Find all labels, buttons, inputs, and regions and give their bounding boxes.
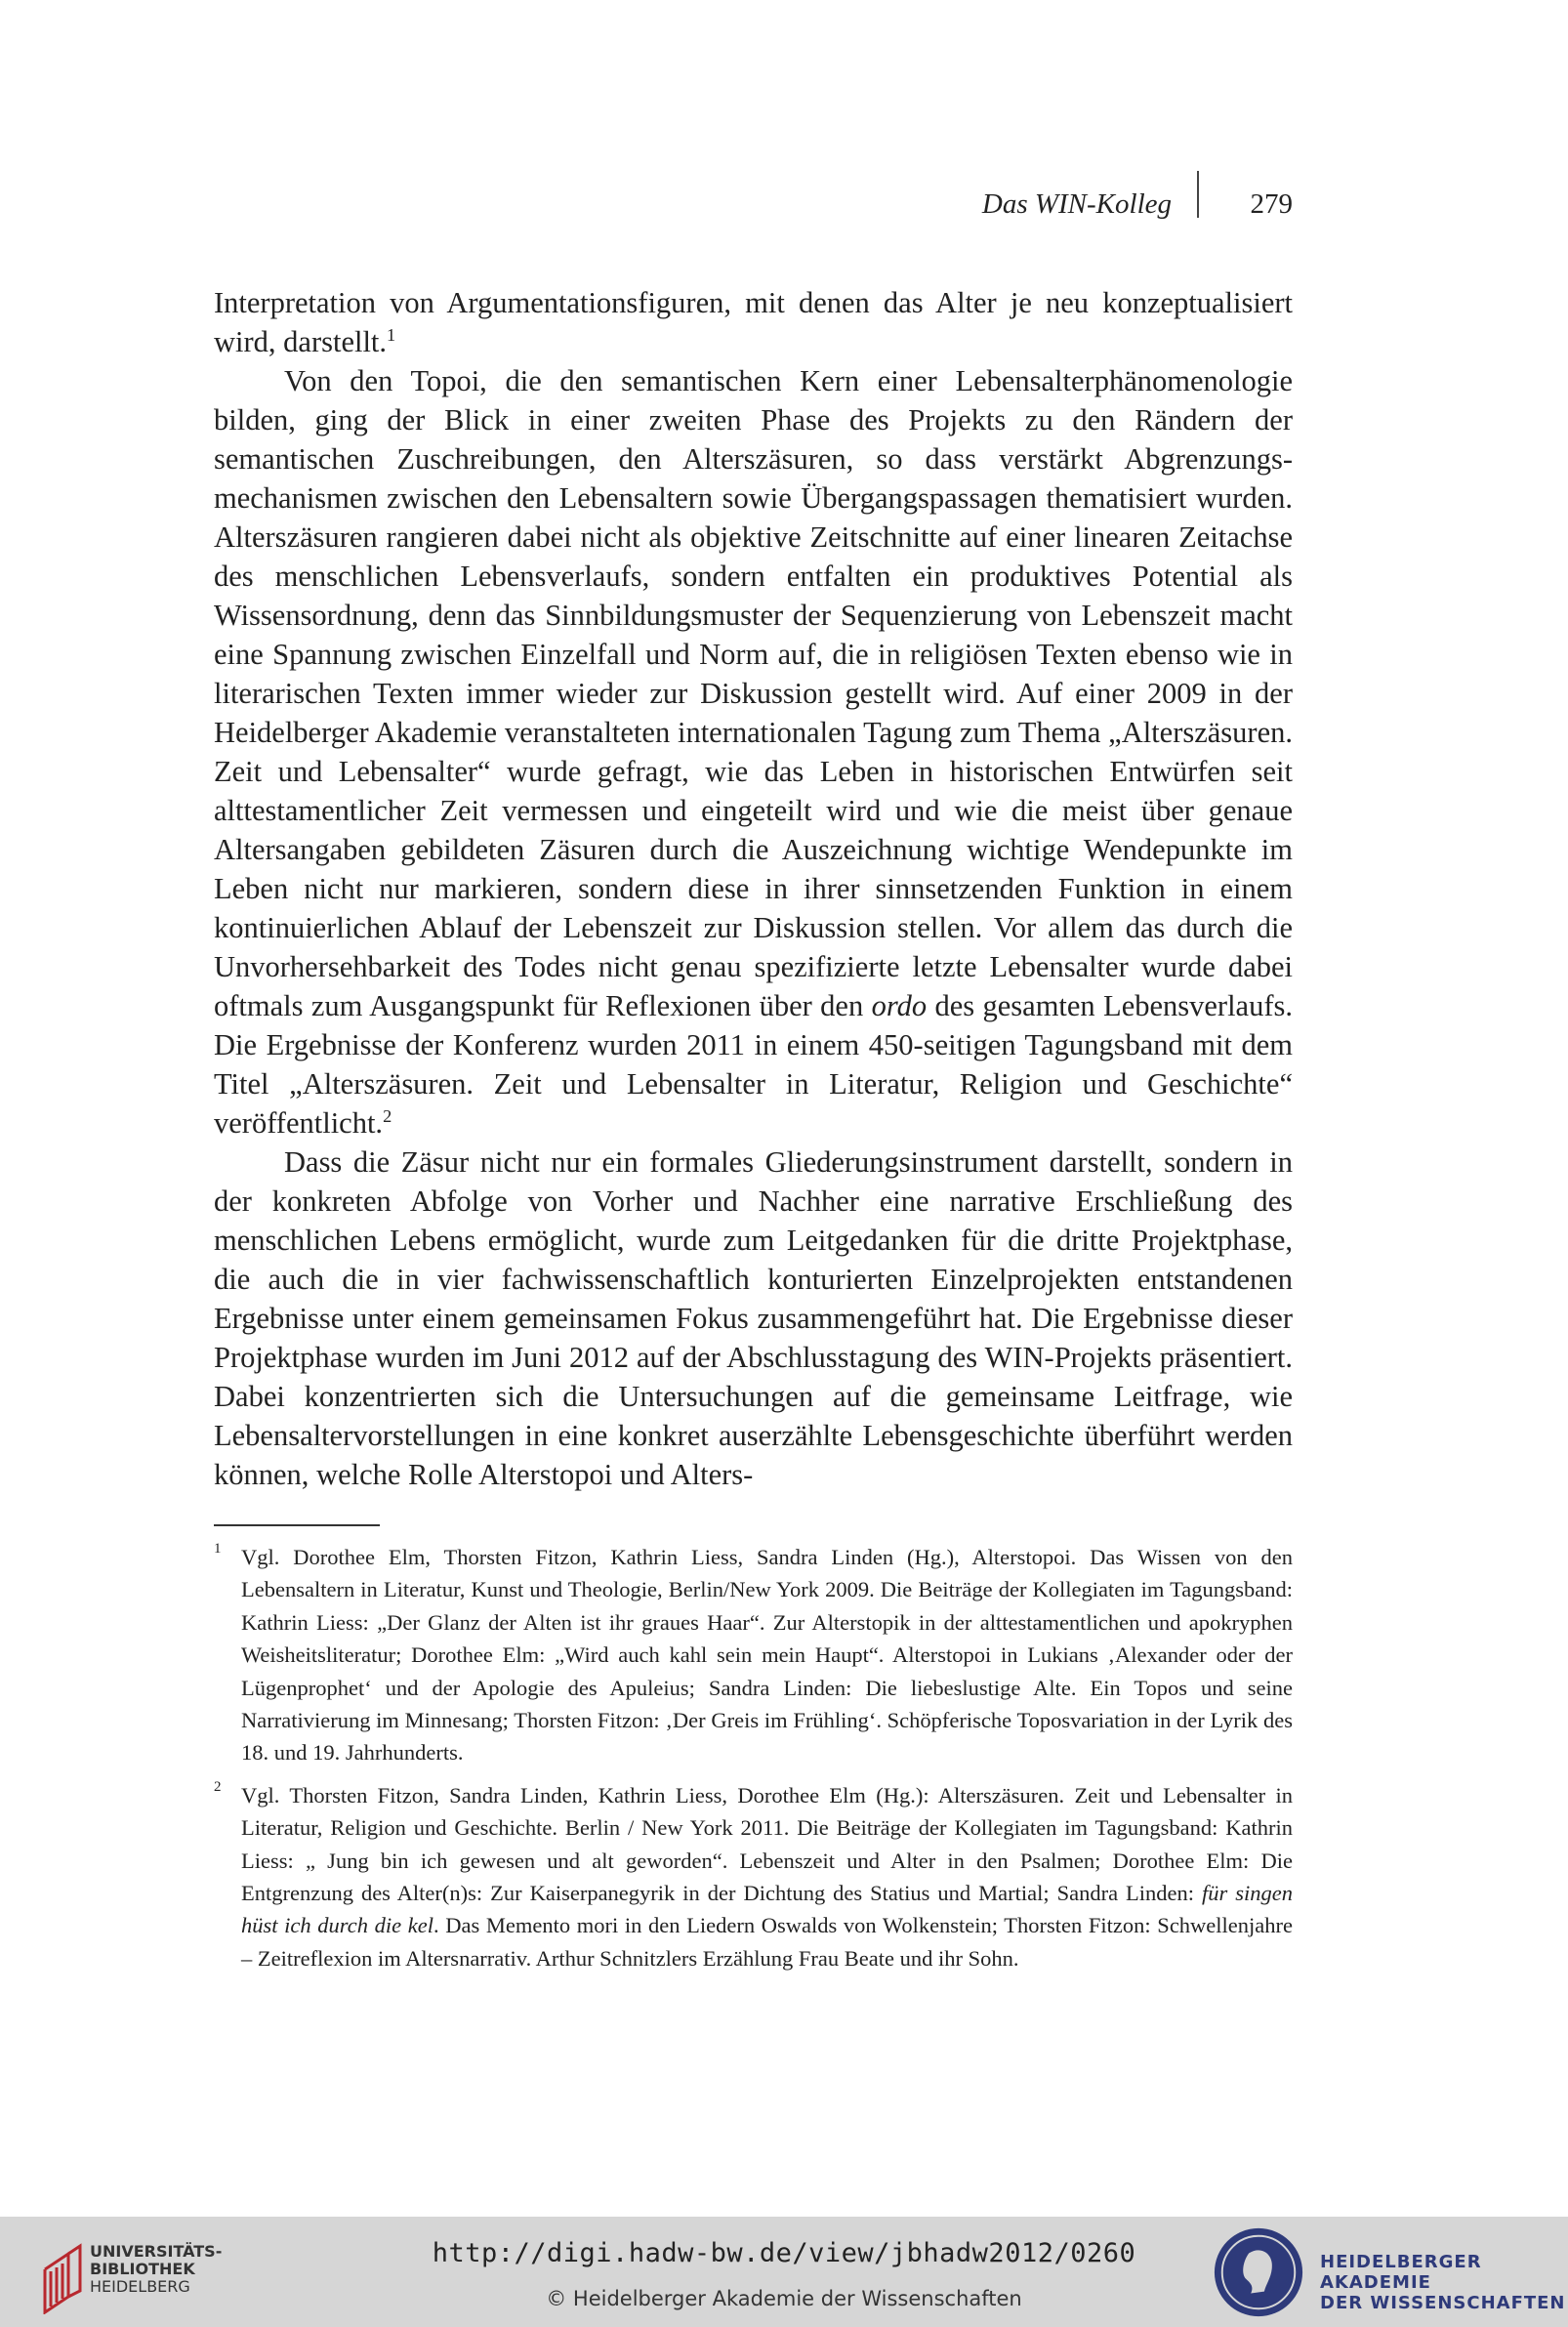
- academy-line-1: HEIDELBERGER AKADEMIE: [1320, 2252, 1482, 2293]
- paragraph-1: [214, 283, 1293, 361]
- footnote-2-number: 2: [214, 1778, 222, 1795]
- paragraph-3: Dass die Zäsur nicht nur ein formales Gliederungsinstrument darstellt, sondern in der konkreten Abfolge von Vorher und Nachher eine narrative Erschließung des menschlichen Lebens ermöglicht, wurde zum Leitgedanken für die dritte Projektphase, die auch die in vier fachwissenschaftlich konturierten Einzelprojekten entstandenen Ergebnisse unter einem gemeinsamen Fokus zusammengeführt hat. Die Ergebnisse dieser Projektphase wurden im Juni 2012 auf der Abschlusstagung des WIN-Projekts präsentiert. Dabei konzentrierten sich die Untersuchungen auf die gemeinsame Leitfrage, wie Lebensaltervorstellungen in eine konkret auserzählte Lebensgeschichte überführt werden können, welche Rolle Alterstopoi und Alters-: [214, 1145, 1293, 1491]
- academy-name: [1320, 2252, 1568, 2313]
- paragraph-1-text: Interpretation von Argumentationsfiguren, mit denen das Alter je neu konzeptualisiert wird, darstellt.: [214, 286, 1293, 358]
- paragraph-2-text-a: Von den Topoi, die den semantischen Kern einer Lebensalterphänomenologie bilden, ging der Blick in einer zweiten Phase des Projekts zu den Rändern der semantischen Zuschreibungen, den Alterszäsuren, so dass verstärkt Abgrenzungsmechanismen zwischen den Lebensaltern sowie Übergangspassagen thematisiert wurden. Alterszäsuren rangieren dabei nicht als objektive Zeitschnitte auf einer linearen Zeitachse des menschlichen Lebensverlaufs, sondern entfalten ein produktives Potential als Wissensordnung, denn das Sinnbildungsmuster der Sequenzierung von Lebenszeit macht eine Spannung zwischen Einzelfall und Norm auf, die in religiösen Texten ebenso wie in literarischen Texten immer wieder zur Diskussion gestellt wird. Auf einer 2009 in der Heidelberger Akademie veranstalteten internationalen Tagung zum Thema „Alterszäsuren. Zeit und Lebensalter“ wurde gefragt, wie das Leben in historischen Entwürfen seit alttestamentlicher Zeit vermessen und eingeteilt wird und wie die meist über genaue Altersangaben gebildeten Zäsuren durch die Auszeichnung wichtige Wendepunkte im Leben nicht nur markieren, sondern diese in ihrer sinnsetzenden Funktion in einem kontinuierlichen Ablauf der Lebenszeit zur Diskussion stellen. Vor allem das durch die Unvorhersehbarkeit des Todes nicht genau spezifizierte letzte Lebensalter wurde dabei oftmals zum Ausgangspunkt für Reflexionen über den: [214, 364, 1293, 1022]
- footnote-2-text-b: . Das Memento mori in den Liedern Oswalds von Wolkenstein; Thorsten Fitzon: Schwellenjahre – Zeitreflexion im Altersnarrativ. Arthur Schnitzlers Erzählung Frau Beate und ihr Sohn.: [241, 1913, 1293, 1971]
- paragraph-2-text-b: des gesamten Lebensverlaufs. Die Ergebnisse der Konferenz wurden 2011 in einem 450-seitigen Tagungsband mit dem Titel „Alterszäsuren. Zeit und Lebensalter in Literatur, Religion und Geschichte“ veröffentlicht.: [214, 989, 1293, 1140]
- footnote-ref-1[interactable]: 1: [387, 324, 396, 345]
- paragraph-2-italic: ordo: [871, 989, 928, 1022]
- running-title: Das WIN-Kolleg: [981, 188, 1172, 220]
- paragraph-2: [214, 361, 1293, 1143]
- footnote-1-number: 1: [214, 1541, 222, 1557]
- footnote-2: [214, 1779, 1293, 1974]
- footnote-divider: [214, 1524, 380, 1526]
- academy-line-2: DER WISSENSCHAFTEN: [1320, 2293, 1566, 2313]
- body-text: [214, 283, 1293, 1494]
- ub-line-3: HEIDELBERG: [90, 2277, 190, 2296]
- footnote-1-text: Vgl. Dorothee Elm, Thorsten Fitzon, Kathrin Liess, Sandra Linden (Hg.), Alterstopoi. Das Wissen von den Lebensaltern in Literatur, Kunst und Theologie, Berlin/New York 2009. Die Beiträge der Kollegiaten im Tagungsband: Kathrin Liess: „Der Glanz der Alten ist ihr graues Haar“. Zur Alterstopik in der alttestamentlichen und apokryphen Weisheitsliteratur; Dorothee Elm: „Wird auch kahl sein mein Haupt“. Alterstopoi in Lukians ‚Alexander oder der Lügenprophet‘ und der Apologie des Apuleius; Sandra Linden: Die liebeslustige Alte. Ein Topos und seine Narrativierung im Minnesang; Thorsten Fitzon: ‚Der Greis im Frühling‘. Schöpferische Toposvariation in der Lyrik des 18. und 19. Jahrhunderts.: [241, 1545, 1293, 1766]
- permalink-url[interactable]: http://digi.hadw-bw.de/view/jbhadw2012/0260: [432, 2238, 1136, 2268]
- header-divider: [1197, 171, 1199, 218]
- copyright-notice: © Heidelberger Akademie der Wissenschaften: [546, 2287, 1022, 2310]
- footnote-2-italic: für singen hüst ich durch die kel: [241, 1881, 1293, 1938]
- page-number: 279: [1250, 188, 1293, 220]
- academy-seal-icon[interactable]: [1211, 2224, 1306, 2320]
- footnotes: [214, 1541, 1293, 1984]
- footnote-2-text-a: Vgl. Thorsten Fitzon, Sandra Linden, Kathrin Liess, Dorothee Elm (Hg.): Alterszäsuren. Zeit und Lebensalter in Literatur, Religion und Geschichte. Berlin / New York 2011. Die Beiträge der Kollegiaten im Tagungsband: Kathrin Liess: „ Jung bin ich gewesen und alt geworden“. Lebenszeit und Alter in den Psalmen; Dorothee Elm: Die Entgrenzung des Alter(n)s: Zur Kaiserpanegyrik in der Dichtung des Statius und Martial; Sandra Linden:: [241, 1782, 1293, 1906]
- ub-line-2: BIBLIOTHEK: [90, 2260, 195, 2278]
- ub-line-1: UNIVERSITÄTS-: [90, 2242, 223, 2261]
- footnote-1: [214, 1541, 1293, 1769]
- footnote-ref-2[interactable]: 2: [383, 1105, 392, 1126]
- footer-bar: [0, 2217, 1568, 2327]
- running-head: [918, 188, 1293, 228]
